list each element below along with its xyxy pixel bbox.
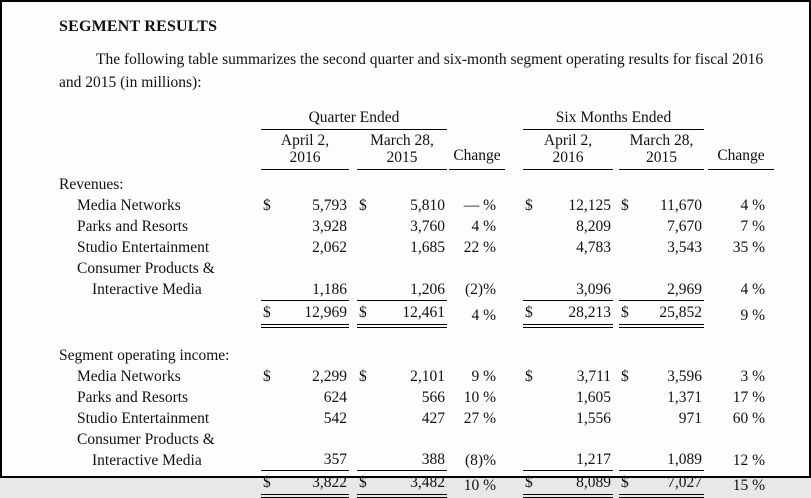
change-cell: 12 % [732, 451, 765, 469]
spacer-cell [505, 300, 523, 326]
change-cell: (2)% [465, 281, 496, 298]
amount-value: 3,596 [667, 367, 702, 385]
total-amount-cell [357, 471, 447, 497]
amount-value: 5,793 [312, 197, 347, 214]
amount-cell [261, 258, 349, 300]
amount-value: 11,670 [659, 197, 702, 214]
section-heading-row [59, 170, 774, 196]
amount-cell [619, 237, 704, 258]
amount-value: 1,206 [410, 280, 445, 298]
amount-cell [357, 216, 447, 237]
amount-cell [523, 429, 613, 471]
amount-cell [619, 195, 704, 216]
amount-value: 1,685 [410, 239, 445, 256]
dollar-sign: $ [621, 303, 629, 321]
amount-cell [523, 258, 613, 300]
amount-value: 25,852 [659, 303, 702, 321]
total-amount-cell [619, 300, 704, 326]
amount-value: 1,371 [667, 388, 702, 406]
row-label: Studio Entertainment [77, 409, 210, 427]
change-cell: 7 % [740, 218, 765, 235]
row-label: Media Networks [77, 197, 181, 214]
amount-cell [523, 216, 613, 237]
spacer-cell [505, 195, 523, 216]
amount-value: 3,543 [667, 239, 702, 256]
amount-cell [619, 366, 704, 387]
dollar-sign: $ [359, 303, 367, 321]
amount-cell [619, 216, 704, 237]
amount-cell [357, 408, 447, 429]
amount-value: 12,125 [568, 197, 611, 214]
dollar-sign: $ [359, 197, 367, 214]
table-group-header-row [59, 107, 774, 130]
table-row [59, 387, 774, 408]
change-cell: 3 % [740, 367, 765, 385]
spacer-cell [505, 429, 523, 471]
amount-value: 2,101 [410, 367, 445, 385]
change-cell: 4 % [471, 218, 496, 235]
quarter-ended-group-header: Quarter Ended [261, 107, 447, 130]
spacer-cell [349, 471, 357, 497]
amount-value: 566 [421, 388, 445, 406]
amount-value: 624 [323, 388, 347, 406]
row-label: Consumer Products & Interactive Media [77, 430, 215, 469]
spacer-cell [505, 387, 523, 408]
spacer-cell [349, 258, 357, 300]
amount-value: 2,299 [312, 367, 347, 385]
amount-value: 1,089 [667, 451, 702, 468]
amount-cell [261, 366, 349, 387]
spacer-cell [505, 216, 523, 237]
table-row [59, 366, 774, 387]
amount-cell [523, 195, 613, 216]
spacer-cell [349, 300, 357, 326]
dollar-sign: $ [525, 367, 533, 385]
column-header-q-2016 [261, 130, 349, 170]
six-months-ended-group-header: Six Months Ended [523, 107, 704, 130]
spacer-cell [505, 237, 523, 258]
column-header-line: March 28, [629, 132, 694, 149]
column-header-line: April 2, [543, 132, 593, 149]
total-amount-cell [523, 471, 613, 497]
change-cell: 4 % [471, 306, 496, 324]
amount-value: 3,482 [410, 474, 445, 491]
amount-value: 12,461 [402, 303, 445, 321]
amount-cell [357, 387, 447, 408]
amount-cell [357, 366, 447, 387]
dollar-sign: $ [263, 197, 271, 214]
spacer-cell [505, 408, 523, 429]
amount-cell [523, 366, 613, 387]
column-header-line: 2015 [386, 149, 418, 166]
section-heading-revenues: Revenues: [59, 176, 124, 193]
table-column-header-row [59, 130, 774, 170]
amount-value: 8,089 [576, 474, 611, 491]
column-header-line: 2016 [552, 149, 584, 166]
row-label [59, 471, 259, 497]
change-cell: 60 % [732, 409, 765, 427]
change-cell: 10 % [463, 388, 496, 406]
column-header-s-2016 [523, 130, 613, 170]
dollar-sign: $ [621, 474, 629, 491]
spacer-cell [349, 387, 357, 408]
total-row [59, 471, 774, 497]
spacer-cell [449, 107, 505, 130]
amount-value: 1,217 [576, 451, 611, 468]
change-cell: — % [463, 197, 496, 214]
amount-value: 1,556 [576, 409, 611, 427]
column-header-q-change: Change [449, 130, 505, 170]
column-header-line: 2016 [289, 149, 321, 166]
change-cell: 9 % [471, 367, 496, 385]
amount-value: 357 [323, 451, 347, 468]
amount-value: 2,062 [312, 239, 347, 256]
amount-value: 28,213 [568, 303, 611, 321]
spacer-cell [59, 107, 259, 130]
table-row [59, 258, 774, 300]
spacer-cell [708, 107, 774, 130]
dollar-sign: $ [359, 474, 367, 491]
amount-value: 1,186 [312, 280, 347, 298]
table-row [59, 216, 774, 237]
table-row [59, 195, 774, 216]
column-header-q-2015 [357, 130, 447, 170]
total-amount-cell [261, 300, 349, 326]
amount-value: 3,928 [312, 218, 347, 235]
amount-value: 388 [421, 451, 445, 468]
amount-value: 971 [678, 409, 702, 427]
section-heading-row [59, 341, 774, 366]
amount-value: 3,760 [410, 218, 445, 235]
amount-value: 7,027 [667, 474, 702, 491]
amount-value: 8,209 [576, 218, 611, 235]
amount-value: 12,969 [304, 303, 347, 321]
total-amount-cell [523, 300, 613, 326]
amount-cell [357, 429, 447, 471]
spacer-cell [505, 366, 523, 387]
amount-cell [523, 387, 613, 408]
spacer-cell [349, 237, 357, 258]
amount-value: 2,969 [667, 280, 702, 298]
row-label: Media Networks [77, 367, 181, 385]
amount-cell [619, 387, 704, 408]
section-gap-row [59, 326, 774, 341]
amount-cell [357, 195, 447, 216]
spacer-cell [349, 195, 357, 216]
change-cell: 10 % [463, 477, 496, 494]
spacer-cell [349, 429, 357, 471]
dollar-sign: $ [525, 197, 533, 214]
amount-cell [261, 195, 349, 216]
amount-cell [261, 387, 349, 408]
row-label: Parks and Resorts [77, 388, 189, 406]
amount-cell [261, 216, 349, 237]
amount-value: 542 [323, 409, 347, 427]
column-header-line: April 2, [280, 132, 330, 149]
section-heading-operating-income: Segment operating income: [59, 346, 230, 364]
page-title: SEGMENT RESULTS [59, 18, 218, 35]
change-cell: 27 % [463, 409, 496, 427]
total-amount-cell [261, 471, 349, 497]
spacer-cell [505, 107, 523, 130]
spacer-cell [505, 130, 523, 170]
amount-cell [357, 258, 447, 300]
column-header-line: 2015 [646, 149, 677, 166]
segment-results-table [59, 107, 774, 498]
total-row [59, 300, 774, 326]
amount-value: 5,810 [410, 197, 445, 214]
amount-value: 3,711 [576, 367, 611, 385]
dollar-sign: $ [621, 197, 629, 214]
change-cell: 22 % [463, 239, 496, 256]
change-cell: (8)% [465, 451, 496, 469]
amount-value: 427 [421, 409, 445, 427]
spacer-cell [505, 258, 523, 300]
spacer-cell [349, 366, 357, 387]
amount-value: 3,822 [312, 474, 347, 491]
column-header-s-change: Change [708, 130, 774, 170]
amount-cell [523, 237, 613, 258]
amount-cell [619, 429, 704, 471]
dollar-sign: $ [263, 367, 271, 385]
change-cell: 9 % [740, 306, 765, 324]
amount-cell [619, 408, 704, 429]
amount-cell [261, 429, 349, 471]
dollar-sign: $ [525, 474, 533, 491]
dollar-sign: $ [263, 474, 271, 491]
spacer-cell [505, 471, 523, 497]
dollar-sign: $ [621, 367, 629, 385]
row-label: Parks and Resorts [77, 218, 189, 235]
column-header-line: March 28, [370, 132, 434, 149]
amount-cell [261, 237, 349, 258]
total-amount-cell [357, 300, 447, 326]
amount-value: 3,096 [576, 280, 611, 298]
spacer-cell [59, 130, 259, 170]
amount-value: 1,605 [576, 388, 611, 406]
change-cell: 35 % [732, 239, 765, 256]
table-row [59, 429, 774, 471]
change-cell: 4 % [740, 281, 765, 298]
spacer-cell [349, 408, 357, 429]
dollar-sign: $ [263, 303, 271, 321]
intro-paragraph: The following table summarizes the second quarter and six-month segment operating results for fiscal 2016 and 2015 (in millions): [59, 51, 764, 91]
spacer-cell [349, 130, 357, 170]
change-cell: 15 % [732, 477, 765, 494]
table-row [59, 237, 774, 258]
row-label: Consumer Products & Interactive Media [77, 260, 215, 298]
row-label: Studio Entertainment [77, 239, 210, 256]
dollar-sign: $ [525, 303, 533, 321]
amount-value: 7,670 [667, 218, 702, 235]
change-cell: 17 % [732, 388, 765, 406]
spacer-cell [349, 216, 357, 237]
amount-cell [261, 408, 349, 429]
change-cell: 4 % [740, 197, 765, 214]
table-row [59, 408, 774, 429]
amount-cell [619, 258, 704, 300]
row-label [59, 300, 259, 326]
amount-cell [357, 237, 447, 258]
amount-value: 4,783 [576, 239, 611, 256]
spacer-cell [59, 326, 774, 341]
dollar-sign: $ [359, 367, 367, 385]
column-header-s-2015 [619, 130, 704, 170]
total-amount-cell [619, 471, 704, 497]
amount-cell [523, 408, 613, 429]
document-content [2, 2, 809, 498]
